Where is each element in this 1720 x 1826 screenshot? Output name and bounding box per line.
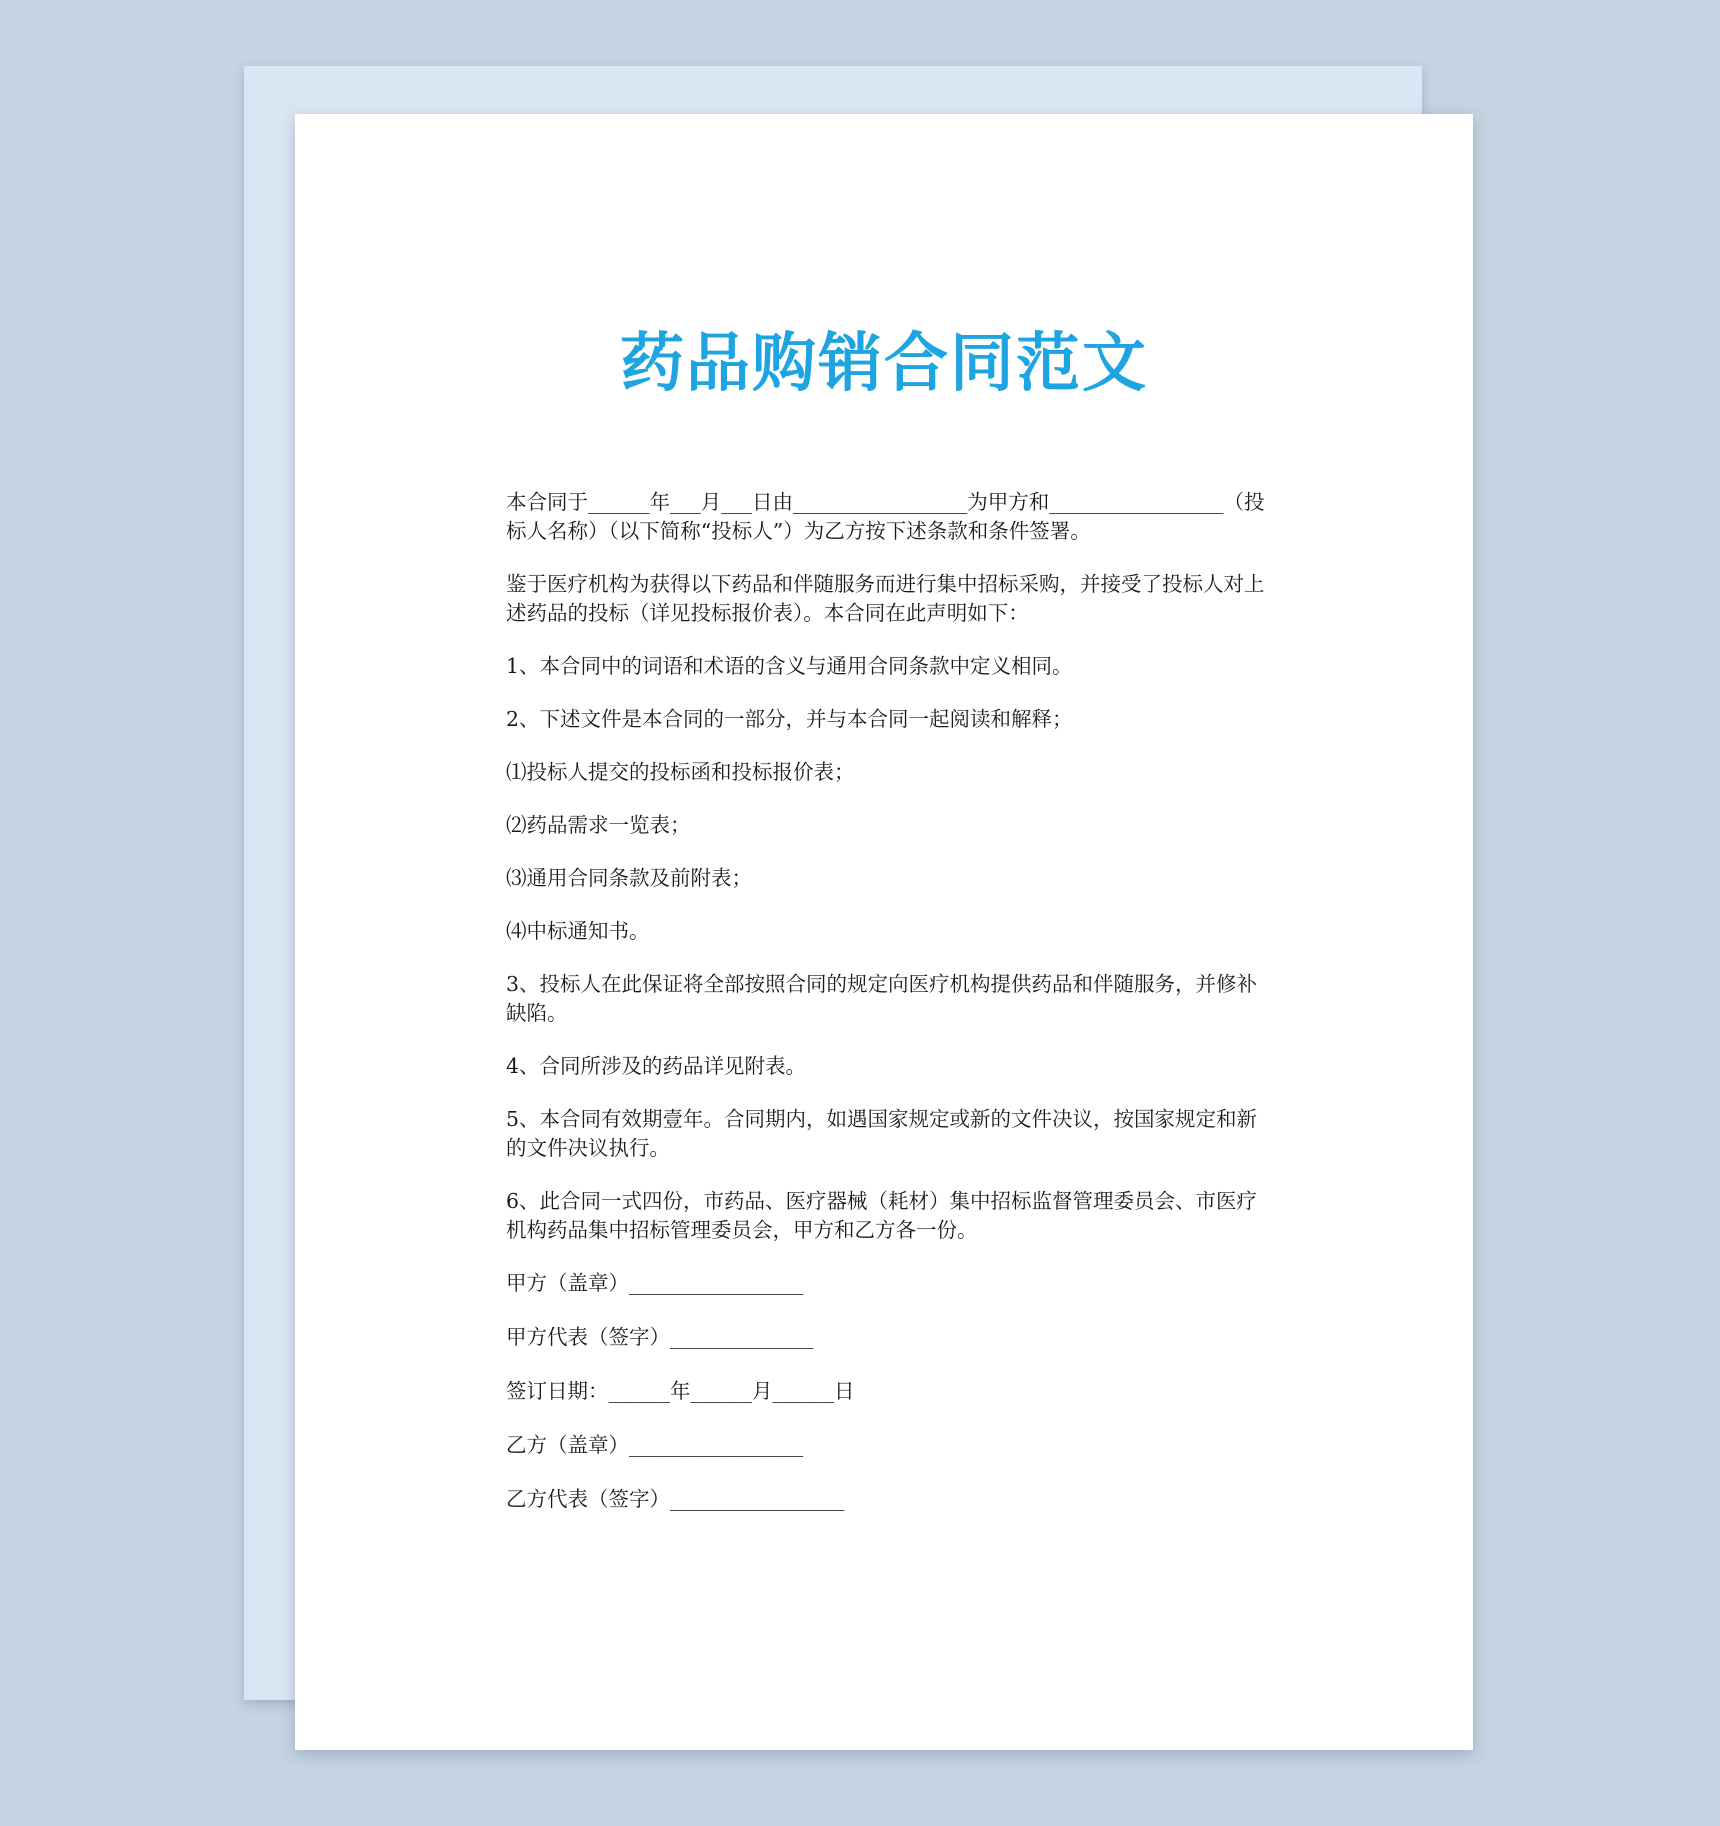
party-a-seal-line: 甲方（盖章）_________________ [506,1271,804,1295]
clause-1: 1、本合同中的词语和术语的含义与通用合同条款中定义相同。 [506,654,1073,678]
clause-3: 3、投标人在此保证将全部按照合同的规定向医疗机构提供药品和伴随服务，并修补缺陷。 [506,972,1258,1025]
clause-2-item-2: ⑵药品需求一览表； [506,813,691,837]
signing-date-line: 签订日期：______年______月______日 [506,1379,855,1403]
clause-2-item-3: ⑶通用合同条款及前附表； [506,866,752,890]
clause-5: 5、本合同有效期壹年。合同期内，如遇国家规定或新的文件决议，按国家规定和新的文件决议执行。 [506,1107,1258,1160]
contract-preamble: 鉴于医疗机构为获得以下药品和伴随服务而进行集中招标采购，并接受了投标人对上述药品的投标（详见投标报价表）。本合同在此声明如下： [506,572,1265,625]
document-body [506,488,1266,1539]
document-title: 药品购销合同范文 [620,327,1148,401]
front-page-sheet [295,114,1473,1750]
clause-6: 6、此合同一式四份，市药品、医疗器械（耗材）集中招标监督管理委员会、市医疗机构药品集中招标管理委员会，甲方和乙方各一份。 [506,1189,1258,1242]
clause-4: 4、合同所涉及的药品详见附表。 [506,1054,807,1078]
contract-intro: 本合同于______年___月___日由_________________为甲方和_________________（投标人名称）（以下简称“投标人”）为乙方按下述条款和条件签署。 [506,490,1265,543]
clause-2-item-1: ⑴投标人提交的投标函和投标报价表； [506,760,855,784]
party-b-representative-line: 乙方代表（签字）_________________ [506,1487,845,1511]
clause-2-item-4: ⑷中标通知书。 [506,919,650,943]
party-b-seal-line: 乙方（盖章）_________________ [506,1433,804,1457]
clause-2: 2、下述文件是本合同的一部分，并与本合同一起阅读和解释； [506,707,1073,731]
party-a-representative-line: 甲方代表（签字）______________ [506,1325,814,1349]
